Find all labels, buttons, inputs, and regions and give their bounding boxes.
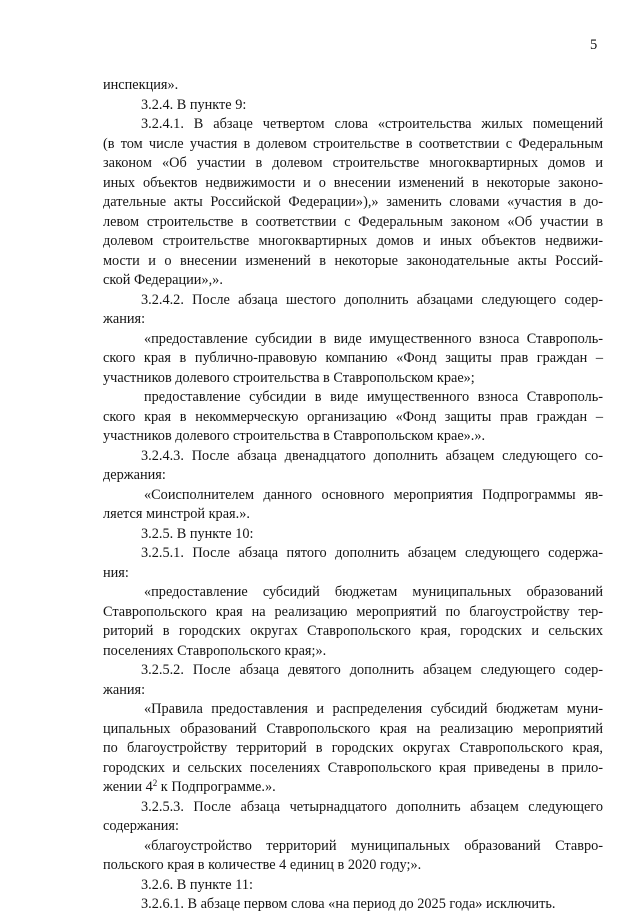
text-line-content: ния:: [103, 564, 129, 581]
text-line-content: риторий в городских округах Ставропольского края, городских и сельских: [103, 623, 603, 639]
text-line-content: ской Федерации»,».: [103, 272, 223, 288]
text-line-content: жания:: [103, 681, 146, 698]
text-line-content: ципальных образований Ставропольского края на реализацию мероприятий: [103, 720, 603, 737]
text-line: [103, 681, 603, 701]
text-line-content: 3.2.4.1. В абзаце четвертом слова «строительства жилых помещений: [141, 116, 603, 132]
text-line-content: Ставропольского края на реализацию мероприятий по благоустройству тер-: [103, 603, 603, 620]
text-line: [103, 622, 603, 642]
text-line-content: 3.2.5. В пункте 10:: [141, 525, 254, 542]
superscript: 2: [152, 778, 158, 788]
text-line-content: предоставление субсидии в виде имущественного взноса Ставрополь-: [144, 389, 603, 405]
text-line-content: (в том числе участия в долевом строительстве в соответствии с Федеральным: [103, 135, 603, 152]
text-line: [103, 96, 603, 116]
text-line: [103, 817, 603, 837]
text-line-content: по благоустройству территорий в городских округах Ставропольского края,: [103, 740, 603, 756]
text-line: [103, 837, 603, 857]
text-line-content: участников долевого строительства в Ставропольском крае».».: [103, 428, 486, 444]
text-line-content: к Подпрограмме.».: [157, 779, 276, 795]
text-line-content: законом «Об участии в долевом строительстве многоквартирных домов и: [103, 155, 603, 171]
text-line-content: инспекция».: [103, 77, 179, 93]
text-line: [103, 876, 603, 896]
text-line-content: «предоставление субсидии в виде имущественного взноса Ставрополь-: [144, 330, 603, 347]
text-line: [103, 700, 603, 720]
text-line: [103, 447, 603, 467]
text-line-content: жания:: [103, 311, 146, 327]
text-line-content: 3.2.5.1. После абзаца пятого дополнить абзацем следующего содержа-: [141, 545, 603, 561]
page-number: 5: [590, 37, 598, 53]
text-line: [103, 583, 603, 603]
text-line-content: 3.2.5.2. После абзаца девятого дополнить абзацем следующего содер-: [141, 662, 603, 678]
text-line: [103, 174, 603, 194]
text-line-content: участников долевого строительства в Ставропольском крае»;: [103, 369, 475, 386]
text-line-content: левом строительстве в соответствии с Федеральным законом «Об участии в: [103, 213, 603, 230]
text-line: [103, 466, 603, 486]
text-line-content: «предоставление субсидий бюджетам муниципальных образований: [144, 584, 603, 600]
text-line: [103, 564, 603, 584]
text-line-content: держания:: [103, 467, 166, 483]
text-line-content: «Правила предоставления и распределения субсидий бюджетам муни-: [144, 701, 603, 717]
text-line-content: жении 4: [103, 779, 153, 795]
text-line: [103, 525, 603, 545]
text-line-content: долевом строительстве многоквартирных домов и иных объектов недвижи-: [103, 233, 603, 249]
text-line-content: ского края в некоммерческую организацию «Фонд защиты прав граждан –: [103, 408, 603, 425]
text-line: [103, 408, 603, 428]
text-line: [103, 895, 603, 915]
text-line: [103, 798, 603, 818]
text-line: [103, 271, 603, 291]
text-line: [103, 486, 603, 506]
document-body: [103, 76, 603, 915]
text-line: [103, 76, 603, 96]
text-line: [103, 642, 603, 662]
text-line: [103, 193, 603, 213]
text-line: [103, 115, 603, 135]
text-line: [103, 154, 603, 174]
text-line-content: 3.2.4.3. После абзаца двенадцатого дополнить абзацем следующего со-: [141, 447, 603, 464]
text-line-content: поселениях Ставропольского края;».: [103, 642, 327, 659]
text-line: [103, 369, 603, 389]
text-line-content: «Соисполнителем данного основного мероприятия Подпрограммы яв-: [144, 486, 603, 503]
text-line: [103, 349, 603, 369]
text-line: [103, 661, 603, 681]
text-line: [103, 856, 603, 876]
text-line: [103, 544, 603, 564]
text-line-content: «благоустройство территорий муниципальных образований Ставро-: [144, 837, 603, 854]
text-line: [103, 603, 603, 623]
text-line: [103, 739, 603, 759]
text-line-content: 3.2.5.3. После абзаца четырнадцатого дополнить абзацем следующего: [141, 798, 603, 815]
text-line-content: 3.2.6. В пункте 11:: [141, 876, 253, 893]
text-line-content: ляется минстрой края.».: [103, 506, 250, 522]
text-line: [103, 720, 603, 740]
text-line: [103, 427, 603, 447]
text-line: [103, 388, 603, 408]
text-line: [103, 252, 603, 272]
text-line: [103, 135, 603, 155]
text-line-content: 3.2.4. В пункте 9:: [141, 96, 247, 113]
text-line-content: городских и сельских поселениях Ставропольского края приведены в прило-: [103, 759, 603, 776]
text-line-content: ского края в публично-правовую компанию «Фонд защиты прав граждан –: [103, 350, 603, 366]
text-line: [103, 291, 603, 311]
text-line-content: содержания:: [103, 818, 179, 834]
text-line: [103, 505, 603, 525]
text-line-content: 3.2.4.2. После абзаца шестого дополнить абзацами следующего содер-: [141, 291, 603, 308]
text-line: [103, 759, 603, 779]
text-line: [103, 330, 603, 350]
text-line-content: польского края в количестве 4 единиц в 2020 году;».: [103, 857, 422, 873]
text-line-content: дательные акты Российской Федерации»),» заменить словами «участия в до-: [103, 194, 603, 210]
text-line-content: иных объектов недвижимости и о внесении изменений в некоторые законо-: [103, 174, 603, 191]
text-line: [103, 778, 603, 798]
text-line-content: 3.2.6.1. В абзаце первом слова «на период до 2025 года» исключить.: [141, 896, 556, 912]
text-line: [103, 310, 603, 330]
text-line: [103, 213, 603, 233]
text-line: [103, 232, 603, 252]
text-line-content: мости и о внесении изменений в некоторые законодательные акты Россий-: [103, 252, 603, 269]
